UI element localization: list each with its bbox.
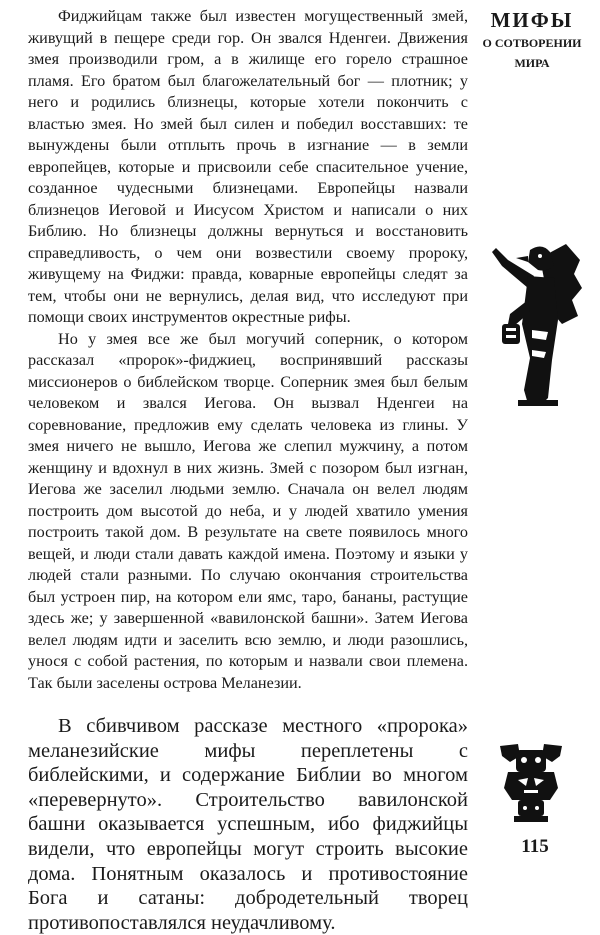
page-number: 115 [521, 836, 549, 857]
totem-illustration [498, 742, 564, 824]
myth-text [28, 6, 468, 694]
main-text-column [28, 6, 468, 935]
paragraph-1: Фиджийцам также был известен могущественный змей, живущий в пещере среди гор. Он звался Нденгеи. Движения змея производили гром, а в жилище его горело страшное пламя. Его братом был благожелательный бог — плотник; у него и родились близнецы, которые хотели покончить с властью змея. Но змей был силен и победил восставших: те вынуждены были отплыть прочь в изгнание — в земли европейцев, которые и присвоили себе спасительное учение, созданное чудесными близнецами. Европейцы назвали близнецов Иеговой и Иисусом Христом и написали о них Библию. Но близнецы должны вернуться и восстановить справедливость, о чем они возвестили своему пророку, живущему на Фиджи: правда, коварные европейцы следят за тем, чтобы они не вернулись, делая вид, что исследуют при помощи своих инструментов окрестные рифы. [28, 7, 468, 326]
section-subtitle-line1: О СОТВОРЕНИИ [482, 36, 582, 50]
section-subtitle-line2: МИРА [514, 56, 550, 70]
commentary-text [28, 714, 468, 935]
section-title: МИФЫ [490, 8, 574, 32]
commentary-paragraph: В сбивчивом рассказе местного «пророка» меланезийские мифы переплетены с библейскими, и содержание Библии во многом «перевернуто». Строительство вавилонской башни оказывается успешным, ибо фиджийцы видели, что европейцы могут строить высокие дома. Понятным оказалось и противостояние Бога и сатаны: добродетельный творец противопоставлялся неудачливому. [28, 715, 468, 934]
paragraph-2: Но у змея все же был могучий соперник, о котором рассказал «пророк»-фиджиец, воспринявший рассказы миссионеров о библейском творце. Соперник змея был белым человеком и звался Иегова. Он вызвал Нденгеи на соревнование, предложив ему сделать человека из глины. У змея ничего не вышло, Иегова же слепил мужчину, а потом женщину и вдохнул в них жизнь. Змей с позором был изгнан, Иегова же заселил людьми землю. Сначала он велел людям построить дом высотой до неба, и у людей хватило умения построить такой дом. В результате на свете появилось много вещей, и люди стали давать каждой имена. Поэтому и языки у людей стали разными. По случаю окончания строительства был устроен пир, на котором ели ямс, таро, бананы, растущие здесь же; у завершенной «вавилонской башни». Затем Иегова велел людям идти и заселить всю землю, и люди разошлись, унося с собой растения, по которым и назвали свои племена. Так были заселены острова Меланезии. [28, 329, 468, 692]
winged-deity-illustration [488, 240, 584, 410]
section-header [472, 6, 592, 72]
